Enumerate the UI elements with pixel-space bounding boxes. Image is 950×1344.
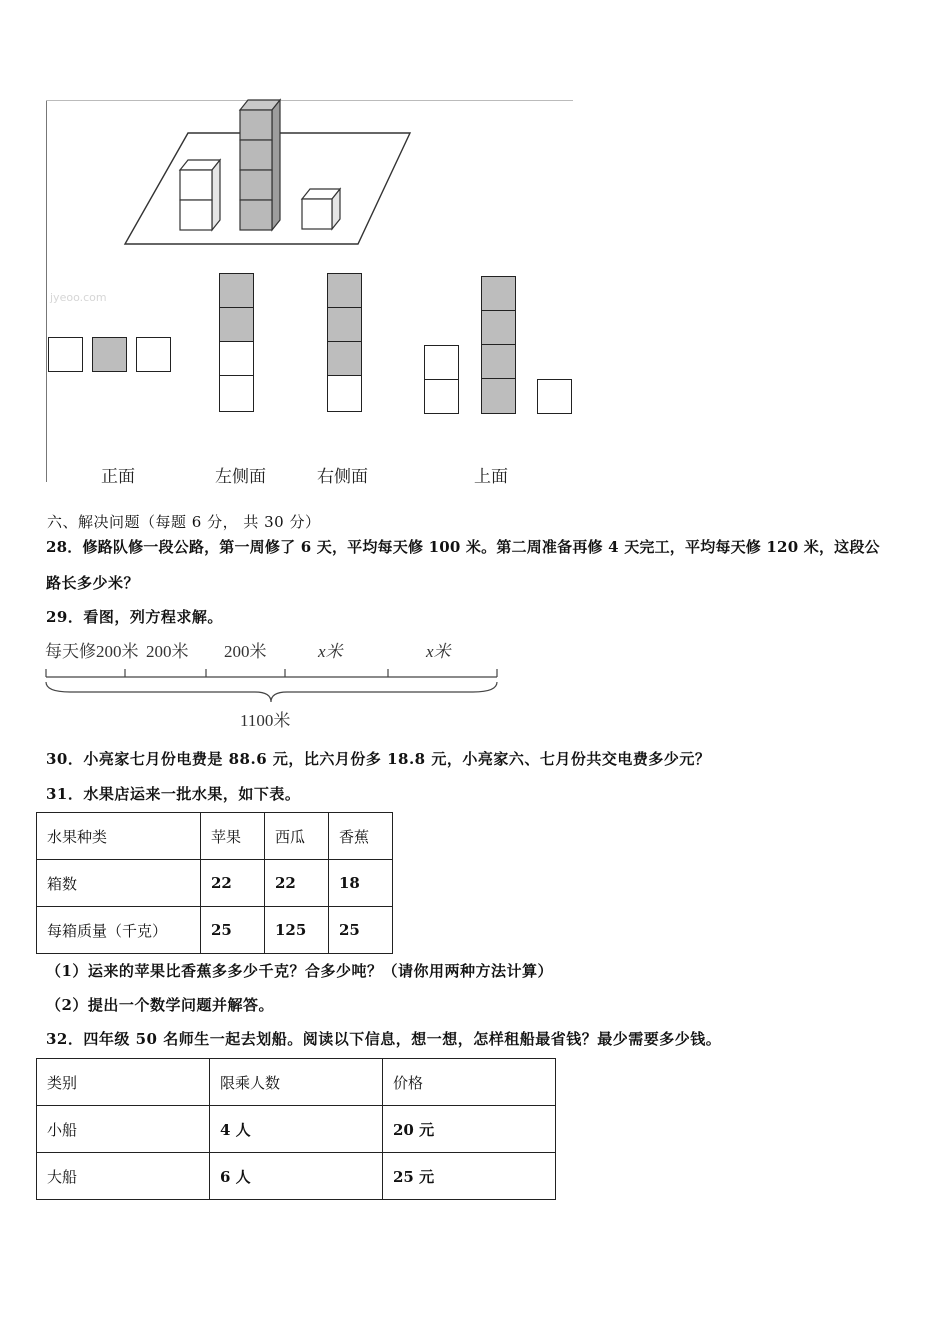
front-view-label: 正面 xyxy=(101,467,135,487)
view-square xyxy=(424,379,459,414)
table-cell: 25 xyxy=(201,907,265,954)
table-row xyxy=(37,1153,556,1200)
watermark-text: jyeoo.com xyxy=(50,291,107,304)
view-square-gray xyxy=(327,341,362,376)
table-cell: 125 xyxy=(265,907,329,954)
segment-label-1: 每天修200米 xyxy=(45,642,139,661)
question-31-text: 31．水果店运来一批水果，如下表。 xyxy=(46,785,301,803)
left-view-label: 左侧面 xyxy=(215,467,266,487)
table-cell: 4 人 xyxy=(210,1106,383,1153)
table-cell: 25 元 xyxy=(383,1153,556,1200)
top-view-label: 上面 xyxy=(474,467,508,487)
table-cell: 6 人 xyxy=(210,1153,383,1200)
view-square-gray xyxy=(481,378,516,414)
table-cell: 22 xyxy=(265,860,329,907)
view-square-gray xyxy=(219,307,254,342)
view-square-gray xyxy=(327,307,362,342)
segment-ticks xyxy=(46,669,497,677)
table-cell: 箱数 xyxy=(37,860,201,907)
view-square xyxy=(424,345,459,380)
table-cell: 价格 xyxy=(383,1059,556,1106)
segment-label-5: x米 xyxy=(426,642,451,661)
view-square xyxy=(219,375,254,412)
question-28-line1: 28．修路队修一段公路，第一周修了 6 天，平均每天修 100 米。第二周准备再修 4 天完工，平均每天修 120 米，这段公 xyxy=(46,538,880,556)
view-square xyxy=(537,379,572,414)
table-cell: 限乘人数 xyxy=(210,1059,383,1106)
cube-solid-3d xyxy=(120,98,420,248)
table-cell: 18 xyxy=(329,860,393,907)
view-square-gray xyxy=(481,310,516,345)
table-cell: 西瓜 xyxy=(265,813,329,860)
total-brace xyxy=(46,682,497,702)
segment-label-3: 200米 xyxy=(224,642,267,661)
table-row xyxy=(37,860,393,907)
segment-label-2: 200米 xyxy=(146,642,189,661)
segment-total-label: 1100米 xyxy=(240,711,291,730)
question-30-text: 30．小亮家七月份电费是 88.6 元，比六月份多 18.8 元，小亮家六、七月份共交电费多少元？ xyxy=(46,750,711,768)
segment-diagram xyxy=(40,636,510,736)
right-view-label: 右侧面 xyxy=(317,467,368,487)
table-row xyxy=(37,1059,556,1106)
table-cell: 水果种类 xyxy=(37,813,201,860)
view-square xyxy=(327,375,362,412)
table-row xyxy=(37,907,393,954)
question-29-text: 29．看图，列方程求解。 xyxy=(46,608,223,626)
view-square-gray xyxy=(92,337,127,372)
table-cell: 20 元 xyxy=(383,1106,556,1153)
section-heading: 六、解决问题（每题 6 分， 共 30 分） xyxy=(47,513,321,531)
table-cell: 每箱质量（千克） xyxy=(37,907,201,954)
question-31-sub2: （2）提出一个数学问题并解答。 xyxy=(46,996,274,1014)
view-square-gray xyxy=(219,273,254,308)
view-square xyxy=(48,337,83,372)
question-31-sub1: （1）运来的苹果比香蕉多多少千克？合多少吨？（请你用两种方法计算） xyxy=(46,962,553,980)
segment-label-4: x米 xyxy=(318,642,343,661)
table-cell: 22 xyxy=(201,860,265,907)
view-square xyxy=(219,341,254,376)
table-cell: 苹果 xyxy=(201,813,265,860)
table-row xyxy=(37,1106,556,1153)
table-cell: 类别 xyxy=(37,1059,210,1106)
table-cell: 小船 xyxy=(37,1106,210,1153)
table-cell: 25 xyxy=(329,907,393,954)
table-cell: 大船 xyxy=(37,1153,210,1200)
view-square-gray xyxy=(481,276,516,311)
boat-table xyxy=(36,1058,556,1200)
fruit-table xyxy=(36,812,393,954)
question-32-text: 32．四年级 50 名师生一起去划船。阅读以下信息，想一想，怎样租船最省钱？最少需要多少钱。 xyxy=(46,1030,722,1048)
table-cell: 香蕉 xyxy=(329,813,393,860)
view-square-gray xyxy=(481,344,516,379)
question-28-line2: 路长多少米？ xyxy=(46,574,140,592)
view-square-gray xyxy=(327,273,362,308)
figure-left-border xyxy=(46,100,47,482)
table-row xyxy=(37,813,393,860)
view-square xyxy=(136,337,171,372)
